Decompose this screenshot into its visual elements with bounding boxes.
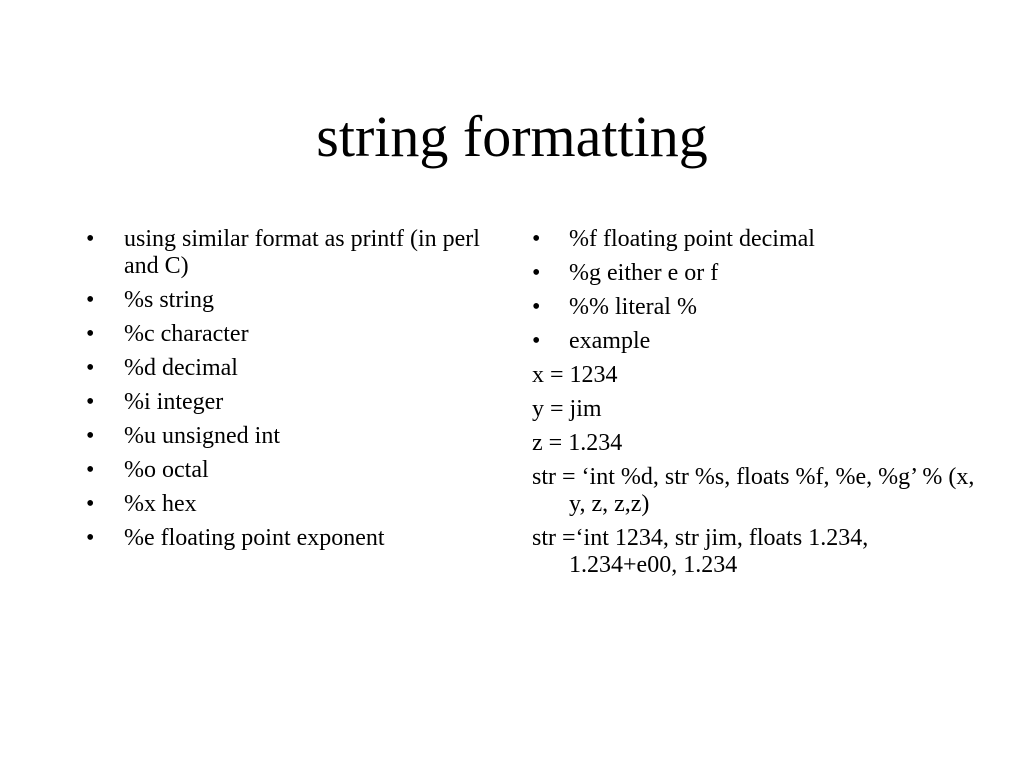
left-bullet-list: [86, 226, 486, 552]
list-item: [86, 525, 486, 552]
list-item: [86, 355, 486, 382]
list-item: [86, 321, 486, 348]
list-item-text: %g either e or f: [569, 260, 719, 286]
bullet-icon: •: [532, 328, 541, 354]
bullet-icon: •: [532, 260, 541, 286]
code-line: z = 1.234: [532, 430, 623, 456]
list-item: [86, 287, 486, 314]
list-item: [86, 226, 486, 280]
list-item-text: %x hex: [124, 491, 197, 517]
list-item: [532, 328, 982, 355]
list-item-text: %o octal: [124, 457, 209, 483]
right-bullet-list: [532, 226, 982, 355]
list-item-text: %c character: [124, 321, 249, 347]
list-item-text: %% literal %: [569, 294, 697, 320]
code-line: x = 1234: [532, 362, 618, 388]
list-item: [532, 226, 982, 253]
list-item-text: %d decimal: [124, 355, 238, 381]
list-item: [86, 491, 486, 518]
bullet-icon: •: [86, 389, 95, 415]
code-line: str = ‘int %d, str %s, floats %f, %e, %g’ % (x, y, z, z,z): [532, 464, 975, 517]
bullet-icon: •: [86, 321, 95, 347]
right-column: [532, 226, 982, 586]
list-item: [532, 260, 982, 287]
bullet-icon: •: [86, 525, 95, 551]
list-item: [86, 389, 486, 416]
list-item-text: %e floating point exponent: [124, 525, 385, 551]
list-item-text: example: [569, 328, 651, 354]
left-column: [86, 226, 486, 559]
bullet-icon: •: [86, 457, 95, 483]
bullet-icon: •: [532, 294, 541, 320]
bullet-icon: •: [86, 226, 95, 252]
slide-title: string formatting: [316, 104, 708, 169]
code-line: str =‘int 1234, str jim, floats 1.234, 1.234+e00, 1.234: [532, 525, 869, 578]
bullet-icon: •: [532, 226, 541, 252]
list-item-text: %s string: [124, 287, 214, 313]
code-line: y = jim: [532, 396, 602, 422]
list-item: [86, 457, 486, 484]
list-item: [86, 423, 486, 450]
list-item-text: %i integer: [124, 389, 224, 415]
list-item-text: %u unsigned int: [124, 423, 280, 449]
bullet-icon: •: [86, 355, 95, 381]
bullet-icon: •: [86, 423, 95, 449]
bullet-icon: •: [86, 287, 95, 313]
list-item: [532, 294, 982, 321]
list-item-text: using similar format as printf (in perl and C): [124, 226, 480, 279]
bullet-icon: •: [86, 491, 95, 517]
list-item-text: %f floating point decimal: [569, 226, 815, 252]
